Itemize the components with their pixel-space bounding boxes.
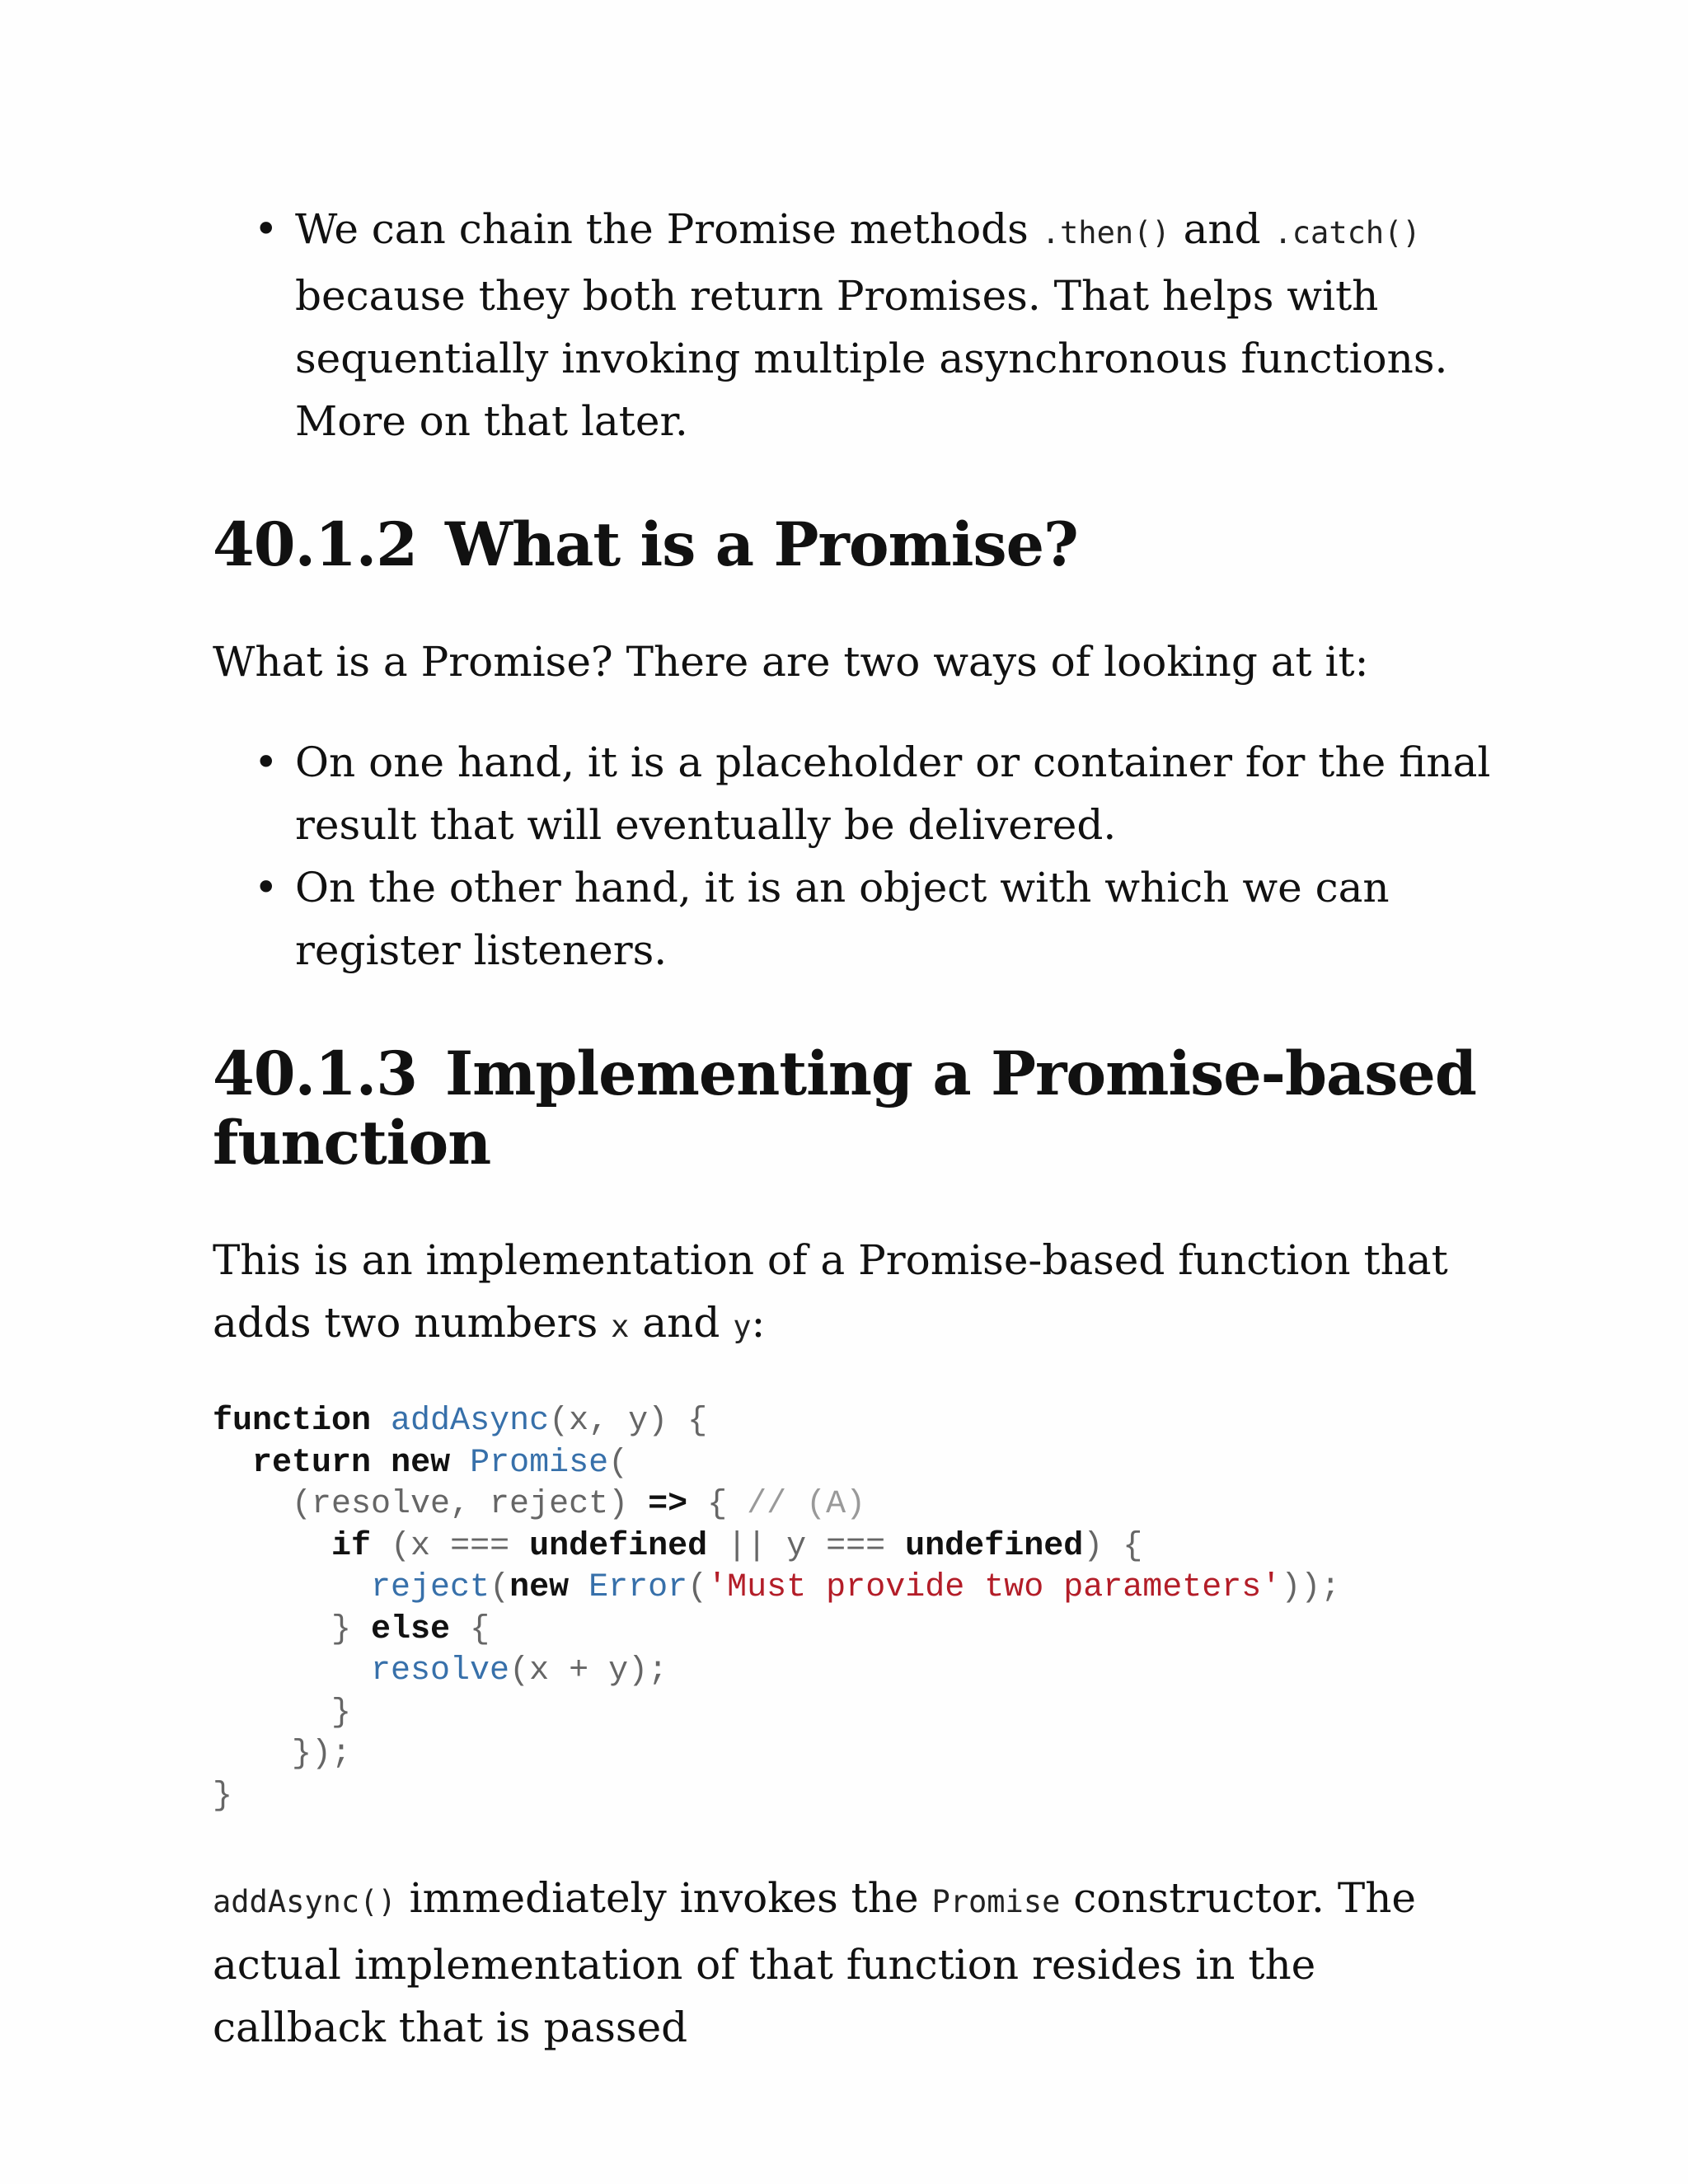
section-number: 40.1.2 [213, 509, 418, 580]
code-text: ) { [1083, 1527, 1143, 1565]
code-function-name: Error [588, 1569, 688, 1606]
bullet-icon: • [254, 864, 279, 912]
code-function-name: addAsync [391, 1403, 550, 1440]
code-text: ( [608, 1444, 629, 1482]
bullet-list-chaining [213, 198, 1498, 452]
code-keyword: function [213, 1403, 372, 1440]
code-text: ( [490, 1569, 510, 1606]
paragraph-text: : [751, 1299, 766, 1347]
section-heading-what-is-promise [213, 510, 1498, 579]
code-block [213, 1401, 1498, 1817]
code-keyword: return [252, 1444, 372, 1482]
code-text: (x === [371, 1527, 530, 1565]
code-text: ( [687, 1569, 708, 1606]
paragraph-after-code [213, 1867, 1498, 2059]
code-function-name: Promise [470, 1444, 609, 1482]
code-function-name: resolve [371, 1652, 510, 1690]
bullet-icon: • [254, 205, 279, 253]
section-title: Implementing a Promise-based function [213, 1038, 1476, 1179]
code-text: } [213, 1777, 233, 1815]
bullet-icon: • [254, 738, 279, 786]
paragraph-what-intro: What is a Promise? There are two ways of looking at it: [213, 638, 1369, 686]
section-number: 40.1.3 [213, 1038, 418, 1109]
paragraph-text: immediately invokes the [396, 1874, 932, 1922]
code-string: 'Must provide two parameters' [707, 1569, 1282, 1606]
code-text: )); [1281, 1569, 1341, 1606]
list-item [213, 856, 1498, 982]
code-keyword: undefined [905, 1527, 1084, 1565]
code-text: (x + y); [509, 1652, 668, 1690]
paragraph-text: constructor. The actual implementation of that function resides in the callback that is passed [213, 1874, 1416, 2051]
inline-code: y [733, 1309, 752, 1344]
code-text: } [331, 1610, 372, 1648]
code-text: { [450, 1610, 490, 1648]
inline-code: addAsync() [213, 1884, 396, 1919]
code-text: (resolve, reject) [292, 1486, 649, 1523]
code-keyword: if [331, 1527, 372, 1565]
code-keyword: else [371, 1610, 451, 1648]
inline-code: .catch() [1273, 215, 1421, 251]
bullet-text: On the other hand, it is an object with which we can register listeners. [295, 864, 1390, 974]
inline-code: .then() [1041, 215, 1170, 251]
code-text: (x, y) { [549, 1403, 708, 1440]
code-function-name: reject [371, 1569, 490, 1606]
bullet-list-promise-views [213, 731, 1498, 982]
paragraph-text: This is an implementation of a Promise-based function that adds two numbers [213, 1236, 1448, 1347]
inline-code: x [611, 1309, 630, 1344]
list-item [213, 198, 1498, 452]
bullet-text: and [1170, 205, 1274, 253]
inline-code: Promise [931, 1884, 1061, 1919]
code-text: } [331, 1694, 352, 1732]
list-item [213, 731, 1498, 856]
bullet-text: On one hand, it is a placeholder or container for the final result that will eventually be delivered. [295, 738, 1491, 849]
code-text: { [687, 1486, 748, 1523]
bullet-text: because they both return Promises. That helps with sequentially invoking multiple asynchronous functions. More on that later. [295, 272, 1448, 445]
paragraph-text: and [629, 1299, 734, 1347]
code-keyword: => [648, 1486, 688, 1523]
section-heading-implementing [213, 1039, 1498, 1178]
code-text: }); [292, 1736, 352, 1773]
paragraph-impl-intro [213, 1229, 1498, 1358]
code-text: || y === [707, 1527, 906, 1565]
code-keyword: undefined [529, 1527, 708, 1565]
code-comment: // (A) [747, 1486, 866, 1523]
bullet-text: We can chain the Promise methods [295, 205, 1042, 253]
section-title: What is a Promise? [445, 509, 1078, 580]
code-keyword: new [391, 1444, 451, 1482]
document-page [213, 198, 1498, 2059]
code-keyword: new [509, 1569, 570, 1606]
